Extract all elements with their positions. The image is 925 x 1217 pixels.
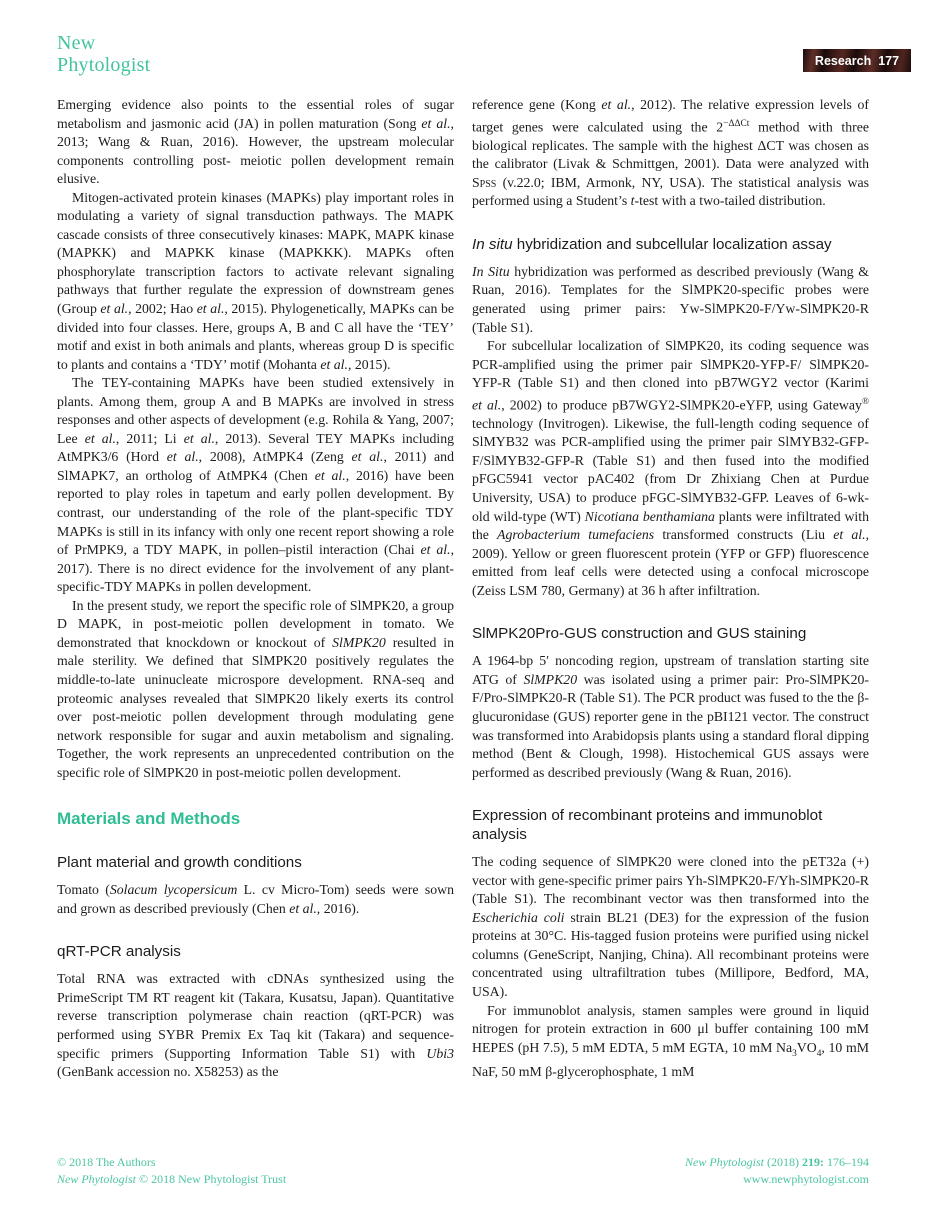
- footer-copyright-line1: © 2018 The Authors: [57, 1155, 156, 1169]
- paragraph: Tomato (Solacum lycopersicum L. cv Micro-Tom) seeds were sown and grown as described previously (Chen et al., 2016).: [57, 882, 454, 916]
- logo-line-2: Phytologist: [57, 53, 151, 76]
- footer-citation-line: New Phytologist (2018) 219: 176–194: [685, 1155, 869, 1169]
- badge-label: Research: [814, 53, 872, 68]
- subsection-heading-qrt-pcr: qRT-PCR analysis: [57, 943, 181, 961]
- paragraph: In Situ hybridization was performed as described previously (Wang & Ruan, 2016). Templates for the SlMPK20-specific probes were generated using primer pairs: Yw-SlMPK20-F/Yw-SlMPK20-R (Table S1).: [472, 263, 870, 335]
- subsection-heading-gus: SlMPK20Pro-GUS construction and GUS staining: [472, 625, 807, 643]
- footer-copyright-line2: New Phytologist © 2018 New Phytologist Trust: [57, 1171, 287, 1186]
- subsection-heading-in-situ: In situ hybridization and subcellular localization assay: [472, 235, 832, 253]
- page-footer: [57, 1154, 869, 1187]
- paragraph: For immunoblot analysis, stamen samples were ground in liquid nitrogen for protein extraction in 600 μl buffer containing 100 mM HEPES (pH 7.5), 5 mM EDTA, 5 mM EGTA, 10 mM $Na_3VO_4$, 10 mM NaF, 50 mM β-glycerophosphate, 1 mM: [472, 1002, 869, 1079]
- paragraph: A 1964-bp 5′ noncoding region, upstream of translation starting site ATG of SlMPK20 was isolated using a primer pair: Pro-SlMPK20-F/Pro-SlMPK20-R (Table S1). The PCR product was fused to the the β-glucuronidase (GUS) reporter gene in the pBI121 vector. The construct was transformed into Arabidopsis plants using a standard floral dipping method (Bent & Clough, 1998). Histochemical GUS assays were performed as described previously (Wang & Ruan, 2016).: [472, 653, 869, 780]
- paragraph: Emerging evidence also points to the essential roles of sugar metabolism and jasmonic acid (JA) in pollen maturation (Song et al., 2013; Wang & Ruan, 2016). However, the upstream molecular components controlling post- meiotic pollen development remain elusive.: [57, 97, 454, 187]
- paragraph: The coding sequence of SlMPK20 were cloned into the pET32a (+) vector with gene-specific primer pairs Yh-SlMPK20-F/Yh-SlMPK20-R (Table S1). The recombinant vector was then transformed into the Escherichia coli strain BL21 (DE3) for the expression of the fusion proteins at 30°C. His-tagged fusion proteins were purified using nickel columns (GeneScript, Nanjing, China). All recombinant proteins were concentrated using ultrafiltration tubes (Millipore, Bedford, MA, USA).: [472, 854, 869, 999]
- right-column: [472, 96, 869, 1082]
- left-column: [57, 96, 454, 1082]
- article-body: [57, 96, 869, 1082]
- paragraph: For subcellular localization of SlMPK20, its coding sequence was PCR-amplified using the primer pair SlMPK20-YFP-F/ SlMPK20-YFP-R (Table S1) and then cloned into pB7WGY2 vector (Karimi et al., 2002) to produce pB7WGY2-SlMPK20-eYFP, using Gateway® technology (Invitrogen). Likewise, the full-length coding sequence of SlMYB32 was PCR-amplified using the primer pair SlMYB32-GFP-F/SlMYB32-GFP-R (Table S1) and then fused into the modified pFGC5941 vector pAC402 (from Dr Zhixiang Chen at Purdue University, USA) to produce pFGC-SlMYB32-GFP. Leaves of 6-wk-old wild-type (WT) Nicotiana benthamiana plants were infiltrated with the Agrobacterium tumefaciens transformed constructs (Liu et al., 2009). Yellow or green fluorescent protein (YFP or GFP) fluorescence emitted from leaf cells were detected using a confocal microscope (Zeiss LSM 780, Germany) at 36 h after infiltration.: [472, 338, 870, 598]
- paragraph: reference gene (Kong et al., 2012). The relative expression levels of target genes were calculated using the $2^{-\Delta\Delta Ct}$ method with three biological replicates. The sample with the highest ΔCT was chosen as the calibrator (Livak & Schmittgen, 2001). Data were analyzed with Spss (v.22.0; IBM, Armonk, NY, USA). The statistical analysis was performed using a Student’s t-test with a two-tailed distribution.: [472, 97, 869, 209]
- logo-line-1: New: [57, 32, 96, 54]
- paragraph: In the present study, we report the specific role of SlMPK20, a group D MAPK, in post-meiotic pollen development in tomato. We demonstrated that knockdown or knockout of SlMPK20 resulted in male sterility. We defined that SlMPK20 positively regulates the middle-to-late uninucleate microspore development. RNA-seq and proteomic analyses revealed that SlMPK20 likely exerts its control over post-meiotic pollen development through modulating gene network responsible for sugar and auxin metabolism and signaling. Together, the work represents an unprecedented contribution on the specific role of SlMPK20 in post-meiotic pollen development.: [57, 597, 455, 780]
- footer-website-url: www.newphytologist.com: [743, 1171, 869, 1186]
- section-heading-materials-methods: Materials and Methods: [57, 809, 241, 829]
- subsection-heading-immunoblot: Expression of recombinant proteins and immunoblot analysis: [472, 807, 823, 844]
- journal-logo: [57, 33, 150, 76]
- footer-citation: [685, 1154, 869, 1187]
- research-page-badge: [803, 49, 911, 72]
- footer-copyright: [57, 1154, 286, 1187]
- paragraph: The TEY-containing MAPKs have been studied extensively in plants. Among them, group A and B MAPKs are involved in stress responses and other aspects of development (e.g. Rohila & Yang, 2007; Lee et al., 2011; Li et al., 2013). Several TEY MAPKs including AtMPK3/6 (Hord et al., 2008), AtMPK4 (Zeng et al., 2011) and SlMAPK7, an ortholog of AtMPK4 (Chen et al., 2016) have been reported to play roles in tapetum and early pollen development. By contrast, our understanding of the role of the plant-specific TDY MAPKs is still in its infancy with only one recent report showing a role of PrMPK9, a TDY MAPK, in pollen–pistil interaction (Chai et al., 2017). There is no direct evidence for the involvement of any plant-specific-TDY MAPKs in pollen development.: [57, 375, 455, 595]
- paragraph: Mitogen-activated protein kinases (MAPKs) play important roles in modulating a variety of signal transduction pathways. The MAPK cascade consists of three consecutively kinases: MAPK, MAPK kinase (MAPKK) and MAPKK kinase (MAPKKK). MAPKs often phosphorylate transcription factors to activate relevant signaling pathways that further regulate the expression of downstream genes (Group et al., 2002; Hao et al., 2015). Phylogenetically, MAPKs can be divided into four classes. Here, groups A, B and C all have the ‘TEY’ motif and exist in both animals and plants, whereas group D is specific to plants and contains a ‘TDY’ motif (Mohanta et al., 2015).: [57, 189, 454, 372]
- badge-page-number: 177: [878, 53, 900, 68]
- paragraph: Total RNA was extracted with cDNAs synthesized using the PrimeScript TM RT reagent kit (Takara, Kusatsu, Japan). Quantitative reverse transcription polymerase chain reaction (qRT-PCR) was performed using SYBR Premix Ex Taq kit (Takara) and sequence-specific primers (Supporting Information Table S1) with Ubi3 (GenBank accession no. X58253) as the: [57, 971, 454, 1080]
- subsection-heading-plant-material: Plant material and growth conditions: [57, 854, 302, 872]
